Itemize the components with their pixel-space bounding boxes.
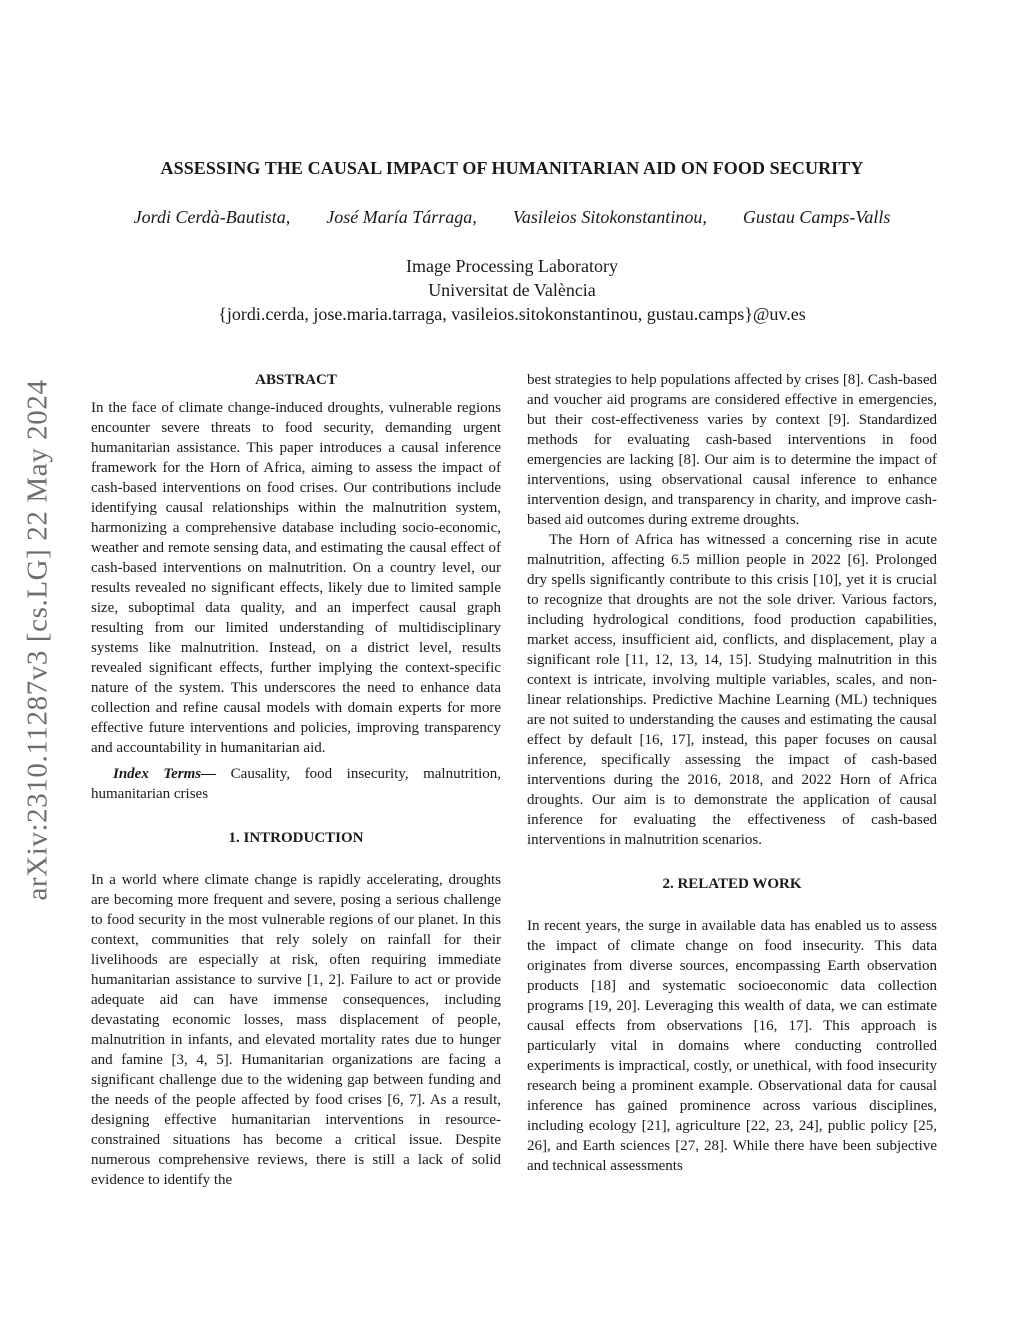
intro-heading: 1. INTRODUCTION [228,830,364,846]
index-terms-label: Index Terms— [113,766,217,782]
related-work-heading: 2. RELATED WORK [662,876,802,892]
affiliation-block [0,254,1024,326]
paper-title: ASSESSING THE CAUSAL IMPACT OF HUMANITARIAN AID ON FOOD SECURITY [160,158,864,178]
intro-paragraph-1-continued: best strategies to help populations affected by crises [8]. Cash-based and voucher aid programs are considered effective in emergencies, but their cost-effectiveness varies by context [9]. Standardized methods for evaluating cash-based interventions in food emergencies are lacking [8]. Our aim is to determine the impact of interventions, using observational causal inference to enhance intervention design, and transparency in charity, and improve cash-based aid outcomes during extreme droughts. [527,372,937,528]
author-emails: {jordi.cerda, jose.maria.tarraga, vasileios.sitokonstantinou, gustau.camps}@uv.es [218,304,806,324]
arxiv-identifier [8,340,68,940]
arxiv-id-text: arXiv:2310.11287v3 [cs.LG] 22 May 2024 [21,379,54,901]
intro-paragraph-1: In a world where climate change is rapidly accelerating, droughts are becoming more frequent and severe, posing a serious challenge to food security in the most vulnerable regions of our planet. In this context, communities that rely solely on rainfall for their livelihoods are especially at risk, often requiring immediate humanitarian assistance to survive [1, 2]. Failure to act or provide adequate aid can have immense consequences, including devastating economic losses, mass displacement of people, malnutrition in infants, and elevated mortality rates due to hunger and famine [3, 4, 5]. Humanitarian organizations are facing a significant challenge due to the widening gap between funding and the needs of the people affected by food crises [6, 7]. As a result, designing effective humanitarian interventions in resource-constrained situations has become a critical issue. Despite numerous comprehensive reviews, there is still a lack of solid evidence to identify the [91,872,501,1188]
author-4: Gustau Camps-Valls [742,207,891,227]
index-terms [91,764,501,804]
abstract-heading: ABSTRACT [255,372,337,388]
left-column [91,370,501,1190]
university-name: Universitat de València [428,280,596,300]
index-terms-text: Causality, food insecurity, malnutrition, humanitarian crises [91,766,502,802]
author-1: Jordi Cerdà-Bautista, [133,207,291,227]
abstract-text: In the face of climate change-induced droughts, vulnerable regions encounter severe threats to food security, demanding urgent humanitarian assistance. This paper introduces a causal inference framework for the Horn of Africa, aiming to assess the impact of cash-based interventions on food crises. Our contributions include identifying causal relationships within the malnutrition system, harmonizing a comprehensive database including socio-economic, weather and remote sensing data, and estimating the causal effect of cash-based interventions on malnutrition. On a country level, our results revealed no significant effects, likely due to limited sample size, suboptimal data quality, and an imperfect causal graph resulting from our limited understanding of multidisciplinary systems like malnutrition. Instead, on a district level, results revealed significant effects, further implying the context-specific nature of the system. This underscores the need to enhance data collection and refine causal models with domain experts for more effective future interventions and policies, improving transparency and accountability in humanitarian aid. [91,400,501,756]
author-list [0,207,1024,228]
author-3: Vasileios Sitokonstantinou, [512,207,707,227]
lab-name: Image Processing Laboratory [406,256,618,276]
right-column [527,370,937,1176]
author-2: José María Tárraga, [326,207,477,227]
intro-paragraph-2: The Horn of Africa has witnessed a concerning rise in acute malnutrition, affecting 6.5 million people in 2022 [6]. Prolonged dry spells significantly contribute to this crisis [10], yet it is crucial to recognize that droughts are not the sole driver. Various factors, including hydrological conditions, food production capabilities, market access, insufficient aid, conflicts, and displacement, play a significant role [11, 12, 13, 14, 15]. Studying malnutrition in this context is intricate, involving multiple variables, scales, and non-linear relationships. Predictive Machine Learning (ML) techniques are not suited to understanding the causes and estimating the causal effect by default [16, 17], instead, this paper focuses on causal inference, specifically assessing the impact of cash-based interventions during the 2016, 2018, and 2022 Horn of Africa droughts. Our aim is to demonstrate the application of causal inference for evaluating the effectiveness of cash-based interventions in malnutrition scenarios. [527,532,937,848]
related-work-paragraph-1: In recent years, the surge in available data has enabled us to assess the impact of climate change on food insecurity. This data originates from diverse sources, encompassing Earth observation products [18] and systematic socioeconomic data collection programs [19, 20]. Leveraging this wealth of data, we can estimate causal effects from observations [16, 17]. This approach is particularly vital in domains where conducting controlled experiments is impractical, costly, or unethical, with food insecurity research being a prominent example. Observational data for causal inference has gained prominence across various disciplines, including ecology [21], agriculture [22, 23, 24], public policy [25, 26], and Earth sciences [27, 28]. While there have been subjective and technical assessments [527,918,937,1174]
